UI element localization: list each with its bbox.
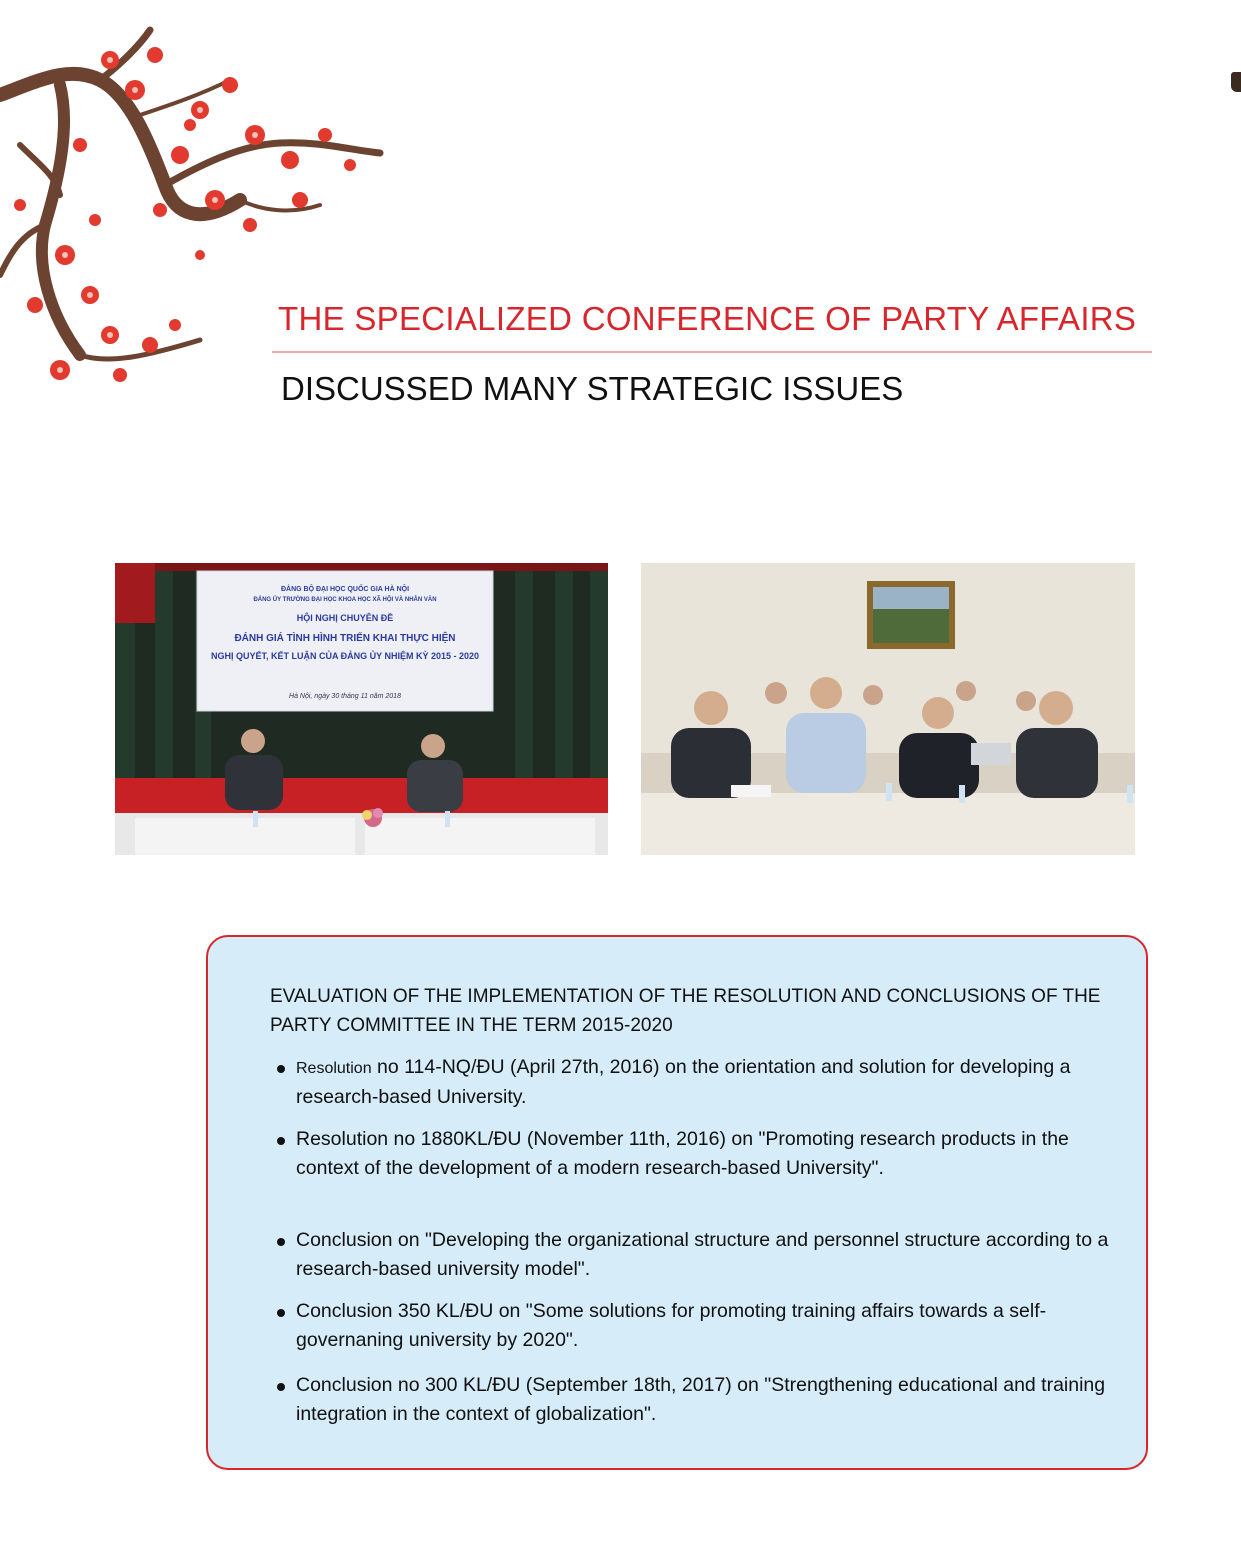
bullet-icon <box>277 1137 285 1145</box>
banner-line-2: ĐẢNG ỦY TRƯỜNG ĐẠI HỌC KHOA HỌC XÃ HỘI VÀ NHÂN VĂN <box>253 597 437 603</box>
banner-line-1: ĐẢNG BỘ ĐẠI HỌC QUỐC GIA HÀ NỘI <box>280 586 410 593</box>
list-item-text: Conclusion 350 KL/ĐU on "Some solutions for promoting training affairs towards a self-governaning university by 2020". <box>296 1300 1047 1351</box>
list-item <box>296 1053 1126 1112</box>
banner-line-4: ĐÁNH GIÁ TÌNH HÌNH TRIỂN KHAI THỰC HIỆN <box>234 633 456 644</box>
list-item-lead: Resolution <box>296 1060 372 1077</box>
bullet-icon <box>277 1065 285 1073</box>
box-heading: EVALUATION OF THE IMPLEMENTATION OF THE RESOLUTION AND CONCLUSIONS OF THE PARTY COMMITTEE IN THE TERM 2015-2020 <box>270 986 1101 1036</box>
banner-line-3: HỘI NGHỊ CHUYÊN ĐỀ <box>296 613 394 623</box>
list-item <box>296 1297 1126 1355</box>
cherry-blossom-decoration <box>0 25 390 395</box>
resolutions-box <box>206 935 1148 1470</box>
bullet-icon <box>277 1383 285 1391</box>
banner-line-6: Hà Nội, ngày 30 tháng 11 năm 2018 <box>289 693 401 700</box>
bullet-icon <box>277 1309 285 1317</box>
delegates-photo <box>641 563 1135 855</box>
list-item <box>296 1125 1126 1183</box>
list-item <box>296 1371 1126 1429</box>
page-subtitle: DISCUSSED MANY STRATEGIC ISSUES <box>281 370 904 407</box>
banner-line-5: NGHỊ QUYẾT, KẾT LUẬN CỦA ĐẢNG ỦY NHIỆM KỲ 2015 - 2020 <box>210 651 480 661</box>
list-item-text: Conclusion no 300 KL/ĐU (September 18th, 2017) on "Strengthening educational and training integration in the context of globalization". <box>296 1374 1106 1425</box>
list-item-text: no 114-NQ/ĐU (April 27th, 2016) on the orientation and solution for developing a research-based University. <box>296 1056 1071 1108</box>
list-item-text: Resolution no 1880KL/ĐU (November 11th, 2016) on "Promoting research products in the context of the development of a modern research-based University". <box>296 1128 1069 1179</box>
bullet-icon <box>277 1238 285 1246</box>
list-item <box>296 1226 1126 1284</box>
title-divider <box>272 351 1152 353</box>
conference-stage-photo <box>115 563 608 855</box>
page-title: THE SPECIALIZED CONFERENCE OF PARTY AFFAIRS <box>278 300 1137 337</box>
corner-mark <box>1231 72 1241 92</box>
list-item-text: Conclusion on "Developing the organizational structure and personnel structure according to a research-based university model". <box>296 1229 1109 1280</box>
